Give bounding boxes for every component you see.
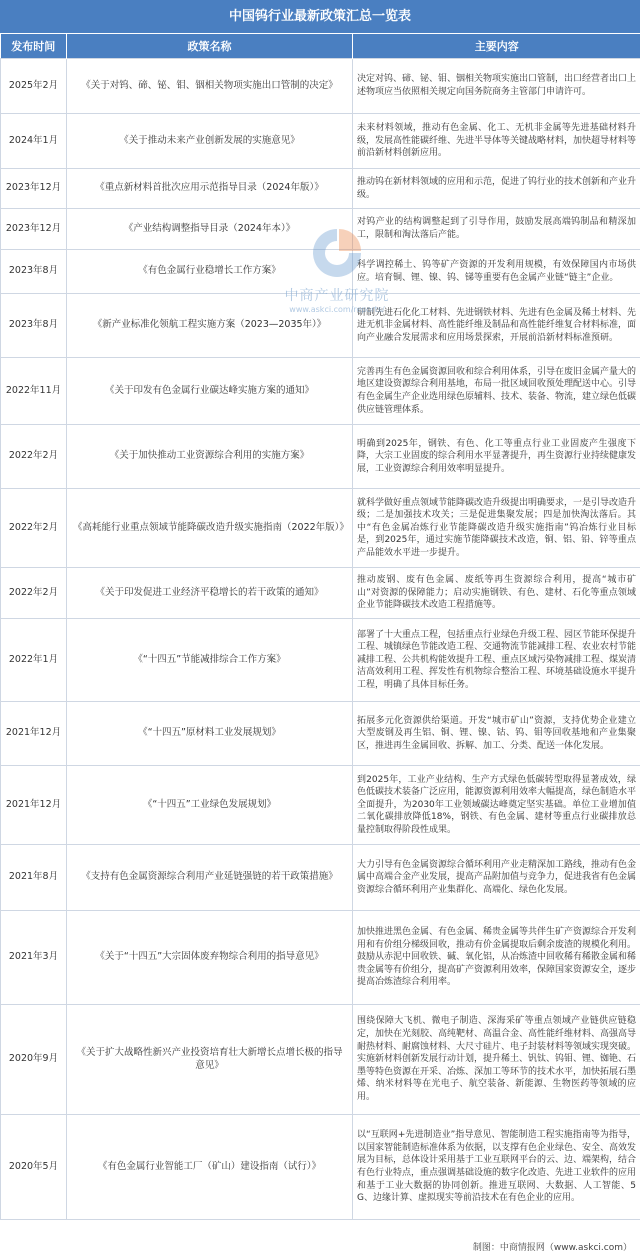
row-content: 围绕保障大飞机、微电子制造、深海采矿等重点领域产业链供应链稳定，加快在光刻胶、高纯靶材、高温合金、高性能纤维材料、高强高导耐热材料、耐腐蚀材料、大尺寸硅片、电子封装材料等领域实现突破。实施新材料创新发展行动计划，提升稀土、钒钛、钨钼、锂、铷铯、石墨等特色资源在开采、冶炼、深加工等环节的技术水平，加快拓展石墨烯、纳米材料等在光电子、航空装备、新能源、生物医药等领域的应用。 xyxy=(353,1005,640,1115)
table-row xyxy=(1,619,640,702)
table-row xyxy=(1,114,640,169)
row-content: 对钨产业的结构调整起到了引导作用，鼓励发展高端钨制品和精深加工，限制和淘汰落后产能。 xyxy=(353,209,640,250)
row-date: 2023年8月 xyxy=(1,294,67,358)
row-content: 完善再生有色金属资源回收和综合利用体系，引导在废旧金属产量大的地区建设资源综合利用基地，布局一批区域回收预处理配送中心。引导有色金属生产企业选用绿色原辅料、技术、装备、物流，建立绿色低碳供应链管理体系。 xyxy=(353,358,640,425)
row-content: 推动钨在新材料领域的应用和示范，促进了钨行业的技术创新和产业升级。 xyxy=(353,169,640,209)
row-date: 2022年2月 xyxy=(1,425,67,489)
table-row xyxy=(1,425,640,489)
row-content: 研制先进石化化工材料、先进钢铁材料、先进有色金属及稀土材料、先进无机非金属材料、高性能纤维及制品和高性能纤维复合材料标准，面向产业融合发展需求和应用场景探索，开展前沿新材料标准预研。 xyxy=(353,294,640,358)
row-date: 2022年2月 xyxy=(1,568,67,619)
row-date: 2021年12月 xyxy=(1,702,67,766)
row-content: 加快推进黑色金属、有色金属、稀贵金属等共伴生矿产资源综合开发利用和有价组分梯级回收，推动有价金属提取后剩余废渣的规模化利用。鼓励从赤泥中回收铁、碱、氧化铝，从冶炼渣中回收稀有稀散金属和稀贵金属等有价组分，提高矿产资源利用效率，保障国家资源安全，逐步提高冶炼渣综合利用率。 xyxy=(353,911,640,1005)
table-row xyxy=(1,489,640,568)
row-content: 到2025年，工业产业结构、生产方式绿色低碳转型取得显著成效，绿色低碳技术装备广泛应用，能源资源利用效率大幅提高，绿色制造水平全面提升，为2030年工业领域碳达峰奠定坚实基础。单位工业增加值二氧化碳排放降低18%，钢铁、有色金属、建材等重点行业碳排放总量控制取得阶段性成果。 xyxy=(353,766,640,845)
row-content: 明确到2025年，钢铁、有色、化工等重点行业工业固废产生强度下降，大宗工业固废的综合利用水平显著提升，再生资源行业持续健康发展，工业资源综合利用效率明显提升。 xyxy=(353,425,640,489)
table-row xyxy=(1,911,640,1005)
policy-table xyxy=(0,34,640,1220)
row-policy-name: 《有色金属行业智能工厂（矿山）建设指南（试行）》 xyxy=(67,1115,353,1220)
row-policy-name: 《关于加快推动工业资源综合利用的实施方案》 xyxy=(67,425,353,489)
table-title: 中国钨行业最新政策汇总一览表 xyxy=(0,0,640,34)
row-policy-name: 《关于推动未来产业创新发展的实施意见》 xyxy=(67,114,353,169)
table-row xyxy=(1,702,640,766)
table-row xyxy=(1,358,640,425)
row-date: 2020年5月 xyxy=(1,1115,67,1220)
row-policy-name: 《高耗能行业重点领域节能降碳改造升级实施指南（2022年版）》 xyxy=(67,489,353,568)
row-date: 2022年2月 xyxy=(1,489,67,568)
row-content: 大力引导有色金属资源综合循环利用产业走精深加工路线，推动有色金属中高端合金产业发展，提高产品附加值与竞争力，促进我省有色金属资源综合循环利用产业集群化、高端化、绿色化发展。 xyxy=(353,845,640,911)
row-policy-name: 《关于扩大战略性新兴产业投资培育壮大新增长点增长极的指导意见》 xyxy=(67,1005,353,1115)
row-policy-name: 《支持有色金属资源综合利用产业延链强链的若干政策措施》 xyxy=(67,845,353,911)
footer-source: 制图：中商情报网（www.askci.com） xyxy=(472,1243,632,1253)
header-name: 政策名称 xyxy=(67,34,353,59)
table-row xyxy=(1,568,640,619)
table-row xyxy=(1,59,640,114)
row-date: 2022年11月 xyxy=(1,358,67,425)
row-date: 2024年1月 xyxy=(1,114,67,169)
row-policy-name: 《有色金属行业稳增长工作方案》 xyxy=(67,250,353,294)
row-policy-name: 《新产业标准化领航工程实施方案（2023—2035年）》 xyxy=(67,294,353,358)
row-content: 以“互联网+先进制造业”指导意见、智能制造工程实施指南等为指导，以国家智能制造标准体系为依据，以支撑有色企业绿色、安全、高效发展为目标，总体设计采用基于工业互联网平台的云、边、端架构，结合有色行业特点，重点强调基础设施的数字化改造、先进工业软件的应用和基于工业大数据的协同创新。推进互联网、大数据、人工智能、5G、边缘计算、虚拟现实等前沿技术在有色企业的应用。 xyxy=(353,1115,640,1220)
row-policy-name: 《产业结构调整指导目录（2024年本）》 xyxy=(67,209,353,250)
row-content: 科学调控稀土、钨等矿产资源的开发利用规模，有效保障国内市场供应。培育铜、锂、镍、钨、锑等重要有色金属产业链“链主”企业。 xyxy=(353,250,640,294)
table-row xyxy=(1,169,640,209)
row-policy-name: 《“十四五”节能减排综合工作方案》 xyxy=(67,619,353,702)
row-content: 就科学做好重点领域节能降碳改造升级提出明确要求，一是引导改造升级；二是加强技术攻关；三是促进集聚发展；四是加快淘汰落后。其中“有色金属冶炼行业节能降碳改造升级实施指南”钨冶炼行业目标是，到2025年，通过实施节能降碳技术改造，铜、铝、铅、锌等重点产品能效水平进一步提升。 xyxy=(353,489,640,568)
row-content: 拓展多元化资源供给渠道。开发“城市矿山”资源，支持优势企业建立大型废钢及再生铝、铜、锂、镍、钴、钨、钼等回收基地和产业集聚区，推进再生金属回收、拆解、加工、分类、配送一体化发展。 xyxy=(353,702,640,766)
table-row xyxy=(1,294,640,358)
row-date: 2023年12月 xyxy=(1,209,67,250)
row-content: 部署了十大重点工程，包括重点行业绿色升级工程、园区节能环保提升工程、城镇绿色节能改造工程、交通物流节能减排工程、农业农村节能减排工程、公共机构能效提升工程、重点区域污染物减排工程、煤炭清洁高效利用工程、挥发性有机物综合整治工程、环境基础设施水平提升工程，明确了具体目标任务。 xyxy=(353,619,640,702)
table-row xyxy=(1,209,640,250)
table-row xyxy=(1,766,640,845)
table-row xyxy=(1,1115,640,1220)
row-date: 2020年9月 xyxy=(1,1005,67,1115)
table-row xyxy=(1,845,640,911)
header-content: 主要内容 xyxy=(353,34,640,59)
table-header-row xyxy=(1,34,640,59)
row-policy-name: 《关于“十四五”大宗固体废弃物综合利用的指导意见》 xyxy=(67,911,353,1005)
row-date: 2023年12月 xyxy=(1,169,67,209)
row-policy-name: 《关于对钨、碲、铋、钼、铟相关物项实施出口管制的决定》 xyxy=(67,59,353,114)
row-policy-name: 《关于印发有色金属行业碳达峰实施方案的通知》 xyxy=(67,358,353,425)
row-content: 未来材料领域，推动有色金属、化工、无机非金属等先进基础材料升级，发展高性能碳纤维、先进半导体等关键战略材料，加快超导材料等前沿新材料创新应用。 xyxy=(353,114,640,169)
row-policy-name: 《“十四五”原材料工业发展规划》 xyxy=(67,702,353,766)
watermark-url: www.askci.com/reports/ xyxy=(289,305,385,314)
row-content: 决定对钨、碲、铋、钼、铟相关物项实施出口管制，出口经营者出口上述物项应当依照相关规定向国务院商务主管部门申请许可。 xyxy=(353,59,640,114)
row-date: 2021年8月 xyxy=(1,845,67,911)
row-date: 2021年12月 xyxy=(1,766,67,845)
header-date: 发布时间 xyxy=(1,34,67,59)
row-policy-name: 《重点新材料首批次应用示范指导目录（2024年版）》 xyxy=(67,169,353,209)
table-row xyxy=(1,1005,640,1115)
watermark-name: 中商产业研究院 xyxy=(284,288,390,304)
row-date: 2022年1月 xyxy=(1,619,67,702)
table-row xyxy=(1,250,640,294)
row-policy-name: 《“十四五”工业绿色发展规划》 xyxy=(67,766,353,845)
row-policy-name: 《关于印发促进工业经济平稳增长的若干政策的通知》 xyxy=(67,568,353,619)
row-date: 2023年8月 xyxy=(1,250,67,294)
row-date: 2025年2月 xyxy=(1,59,67,114)
row-content: 推动废钢、废有色金属、废纸等再生资源综合利用，提高“城市矿山”对资源的保障能力；启动实施钢铁、有色、建材、石化等重点领域企业节能降碳技术改造工程措施等。 xyxy=(353,568,640,619)
row-date: 2021年3月 xyxy=(1,911,67,1005)
